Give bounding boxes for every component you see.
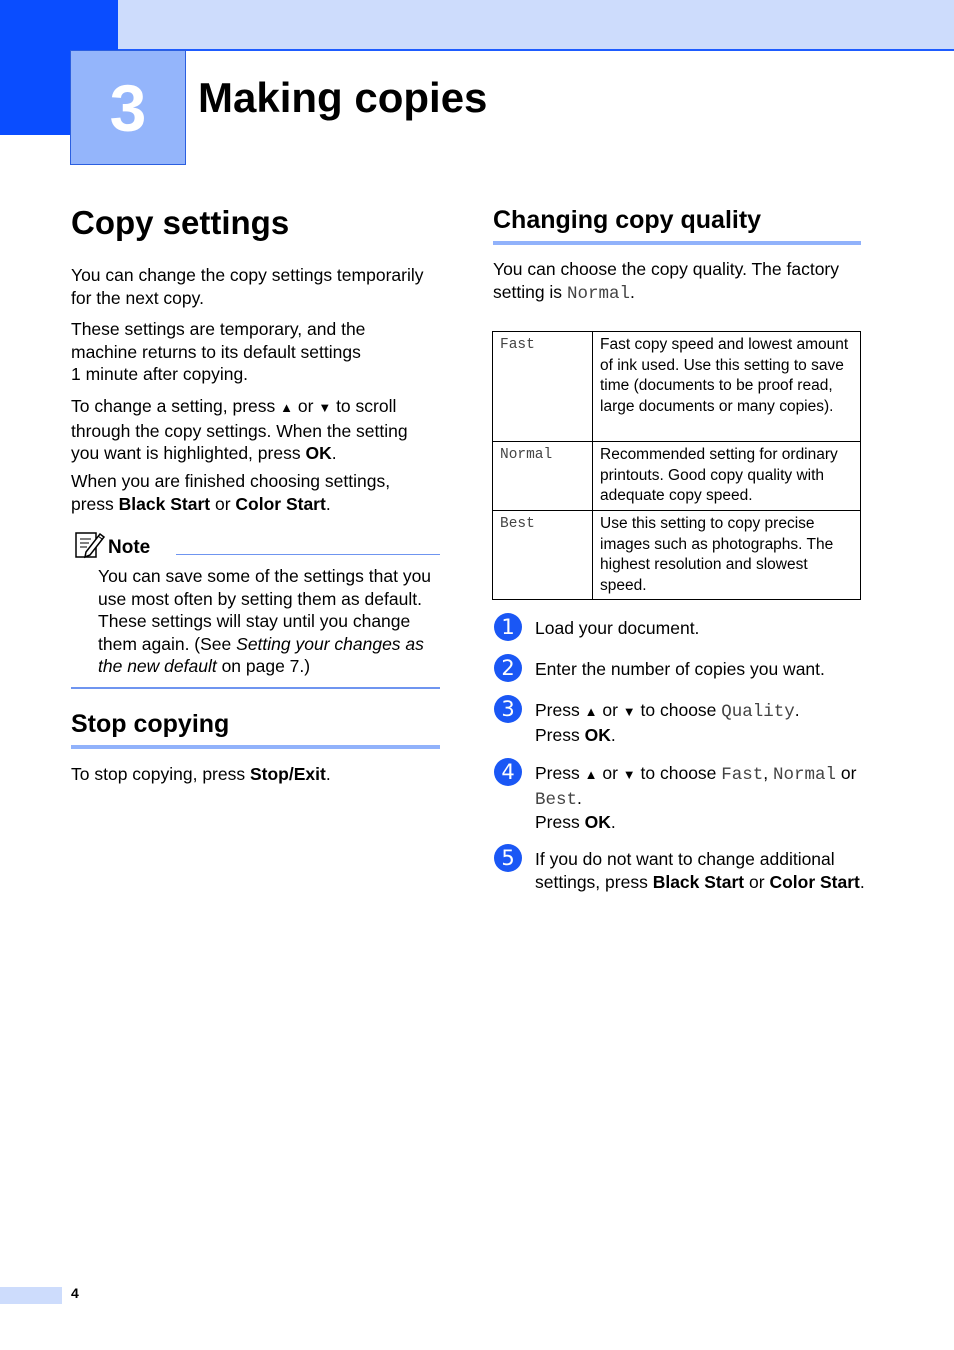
text-run: or [597, 763, 623, 783]
step-5-text [535, 848, 865, 893]
text-run: . [325, 764, 331, 784]
step-2-text: Enter the number of copies you want. [535, 659, 825, 679]
stop-exit-key-label: Stop/Exit [249, 764, 326, 784]
text-run: . [610, 724, 616, 745]
up-arrow-icon: ▲ [584, 767, 598, 782]
down-arrow-icon: ▼ [622, 704, 636, 719]
table-row [493, 442, 861, 511]
black-start-key-label: Black Start [118, 493, 211, 514]
step-number-2: 2 [494, 654, 522, 682]
quality-description: Recommended setting for ordinary printouts. Good copy quality with adequate copy speed. [593, 442, 861, 511]
text-run: . [577, 787, 582, 808]
down-arrow-icon: ▼ [318, 400, 332, 415]
ok-key-label: OK [584, 812, 611, 832]
step-number-4: 4 [494, 758, 522, 786]
text-run: , [763, 763, 774, 783]
lcd-value: Quality [721, 702, 795, 722]
copy-settings-paragraph-1: You can change the copy settings temporarily for the next copy. [71, 265, 424, 308]
text-run: If you do not want to change additional settings, press [535, 849, 835, 892]
text-run: Press [535, 724, 585, 745]
step-number-1: 1 [494, 613, 522, 641]
text-run: . [629, 281, 635, 302]
text-run: You can choose the copy quality. The factory setting is [493, 259, 840, 302]
stop-copying-rule [71, 745, 440, 749]
stop-copying-text [71, 763, 440, 786]
step-4-text [535, 762, 865, 834]
chapter-number: 3 [109, 70, 147, 145]
up-arrow-icon: ▲ [584, 704, 598, 719]
note-label: Note [108, 537, 151, 558]
note-cross-reference: Setting your changes as the new default [98, 633, 424, 676]
color-start-key-label: Color Start [235, 493, 326, 514]
paragraph-2-line-3: 1 minute after copying. [71, 364, 249, 384]
text-run: to scroll through the copy settings. When the setting you want is highlighted, press [71, 396, 408, 463]
up-arrow-icon: ▲ [280, 400, 294, 415]
color-start-key-label: Color Start [769, 871, 860, 892]
step-1-text: Load your document. [535, 618, 700, 638]
text-run: . [331, 443, 337, 463]
text-run: . [610, 812, 616, 832]
note-pencil-icon [72, 530, 106, 560]
black-start-key-label: Black Start [652, 871, 745, 892]
text-run: To stop copying, press [71, 764, 250, 784]
copy-settings-heading: Copy settings [71, 204, 290, 241]
text-run: Press [535, 700, 585, 720]
chapter-title: Making copies [198, 74, 488, 121]
step-3-text [535, 699, 865, 746]
text-run: or [744, 871, 770, 892]
copy-quality-rule [493, 241, 861, 245]
copy-settings-paragraph-4 [71, 470, 435, 515]
down-arrow-icon: ▼ [622, 767, 636, 782]
lcd-value: Best [535, 789, 578, 810]
quality-option: Fast [493, 332, 593, 442]
table-row [493, 511, 861, 600]
text-run: or [293, 396, 319, 416]
text-run: or [836, 763, 857, 783]
header-band [118, 0, 954, 51]
stop-copying-heading: Stop copying [71, 710, 230, 738]
paragraph-2-line-1: These settings are temporary, and the [71, 319, 366, 339]
text-run: . [325, 493, 331, 514]
ok-key-label: OK [305, 443, 332, 463]
copy-settings-paragraph-3 [71, 395, 435, 465]
quality-description: Use this setting to copy precise images such as photographs. The highest resolution and slowest speed. [593, 511, 861, 600]
quality-option: Normal [493, 442, 593, 511]
note-text [98, 565, 438, 678]
quality-options-table [492, 331, 861, 600]
lcd-value: Normal [773, 765, 837, 785]
text-run: To change a setting, press [71, 396, 281, 416]
copy-quality-heading: Changing copy quality [493, 206, 762, 234]
text-run: Press [535, 812, 585, 832]
note-divider [176, 554, 440, 555]
chapter-number-box [70, 50, 186, 165]
text-run: . [859, 871, 865, 892]
footer-tab [0, 1287, 62, 1304]
lcd-value: Normal [566, 283, 630, 304]
step-number-3: 3 [494, 695, 522, 723]
text-run: You can save some of the settings that you use most often by setting them as default. These settings will stay until you change them again. (See [98, 566, 432, 654]
text-run: on page 7.) [216, 656, 311, 676]
copy-settings-paragraph-2 [71, 318, 443, 386]
page-number: 4 [71, 1285, 79, 1301]
quality-option: Best [493, 511, 593, 600]
quality-description: Fast copy speed and lowest amount of ink used. Use this setting to save time (documents to be proof read, large documents or many copies). [593, 332, 861, 442]
text-run: or [597, 700, 623, 720]
step-number-5: 5 [494, 844, 522, 872]
table-row [493, 332, 861, 442]
text-run: or [210, 493, 236, 514]
text-run: to choose [635, 763, 722, 783]
text-run: When you are finished choosing settings, press [71, 471, 391, 514]
paragraph-2-line-2: machine returns to its default settings [71, 341, 361, 362]
note-bottom-rule [71, 687, 440, 689]
ok-key-label: OK [584, 724, 611, 745]
lcd-value: Fast [721, 765, 764, 785]
text-run: to choose [635, 700, 722, 720]
text-run: . [794, 700, 800, 720]
text-run: Press [535, 763, 585, 783]
copy-quality-intro [493, 258, 863, 305]
